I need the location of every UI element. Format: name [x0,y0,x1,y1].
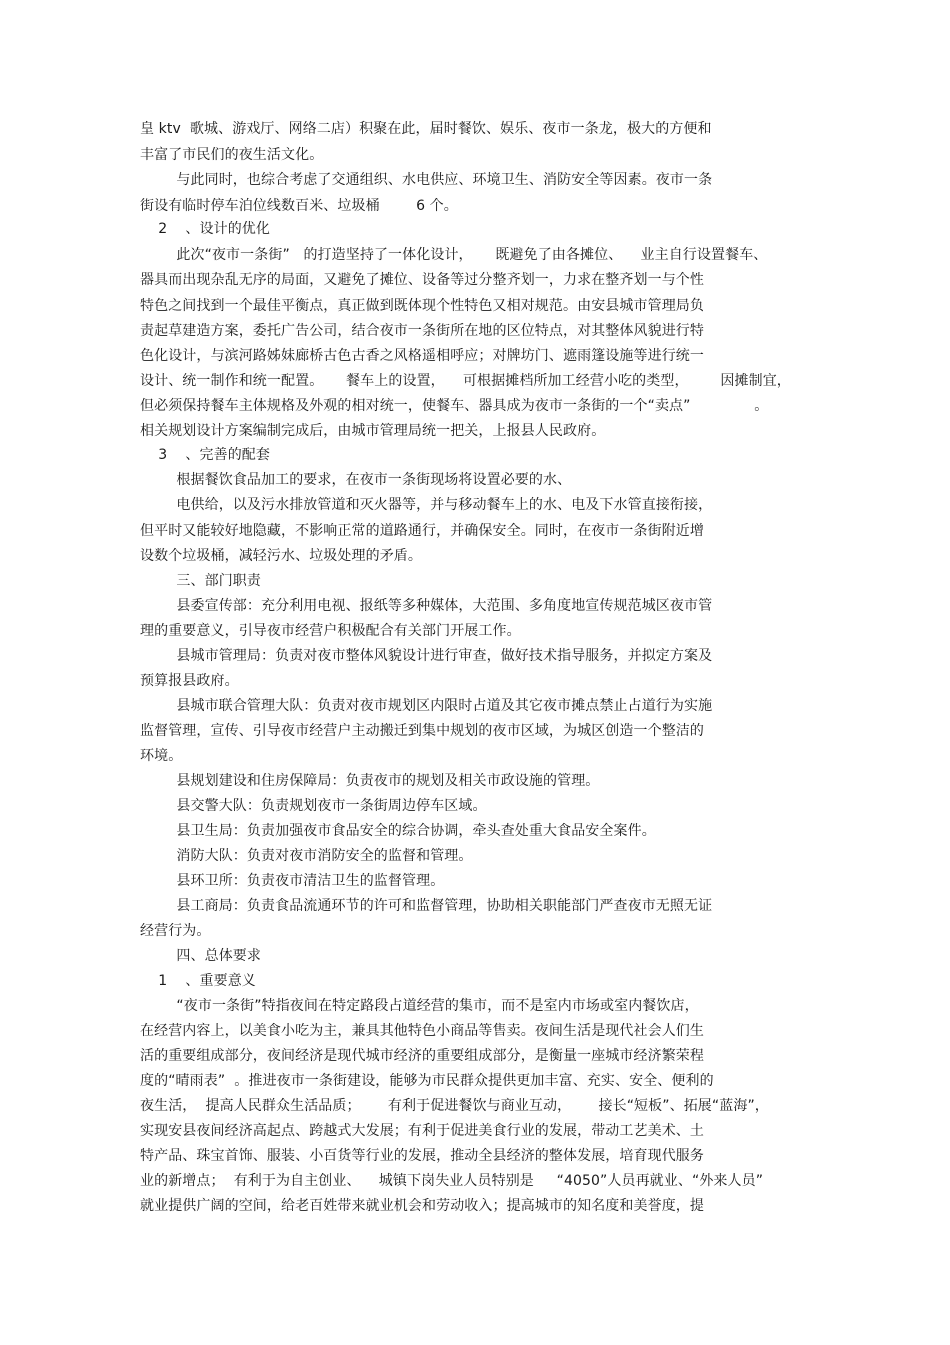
text-line: 环境。 [140,748,183,764]
text-line: 特色之间找到一个最佳平衡点，真正做到既体现个性特色又相对规范。由安县城市管理局负 [140,298,704,314]
text-line: 设数个垃圾桶，减轻污水、垃圾处理的矛盾。 [140,548,422,564]
text-line: 电供给，以及污水排放管道和灭火器等，并与移动餐车上的水、电及下水管直接衔接， [140,497,713,513]
text-line: 度的“晴雨表” 。推进夜市一条街建设，能够为市民群众提供更加丰富、充实、安全、便利的 [140,1073,714,1089]
text-line: 就业提供广阔的空间，给老百姓带来就业机会和劳动收入；提高城市的知名度和美誉度，提 [140,1198,704,1214]
text-line: 特产品、珠宝首饰、服装、小百货等行业的发展，推动全县经济的整体发展，培育现代服务 [140,1148,704,1164]
section-heading: 三、部门职责 [140,573,262,589]
text-line: 预算报县政府。 [140,673,239,689]
section-heading: 四、总体要求 [140,948,262,964]
text-line: 相关规划设计方案编制完成后，由城市管理局统一把关，上报县人民政府。 [140,423,606,439]
section-heading: 1 、重要意义 [140,973,256,989]
text-line: 县城市管理局：负责对夜市整体风貌设计进行审查，做好技术指导服务，并拟定方案及 [140,648,713,664]
text-line: 设计、统一制作和统一配置。 餐车上的设置， 可根据摊档所加工经营小吃的类型， 因摊制宜， [140,373,791,389]
text-line: 活的重要组成部分，夜间经济是现代城市经济的重要组成部分，是衡量一座城市经济繁荣程 [140,1048,704,1064]
text-line: 县规划建设和住房保障局：负责夜市的规划及相关市政设施的管理。 [140,773,600,789]
text-line: 消防大队：负责对夜市消防安全的监督和管理。 [140,848,473,864]
text-line: 责起草建造方案，委托广告公司，结合夜市一条街所在地的区位特点，对其整体风貌进行特 [140,323,704,339]
text-line: 丰富了市民们的夜生活文化。 [140,147,324,163]
text-line: 色化设计，与滨河路姊妹廊桥古色古香之风格遥相呼应；对牌坊门、遮雨篷设施等进行统一 [140,348,704,364]
section-heading: 2 、设计的优化 [140,221,271,237]
text-line: 但平时又能较好地隐藏，不影响正常的道路通行，并确保安全。同时，在夜市一条街附近增 [140,523,704,539]
text-line: 监督管理，宣传、引导夜市经营户主动搬迁到集中规划的夜市区域，为城区创造一个整洁的 [140,723,704,739]
text-line: 县交警大队：负责规划夜市一条街周边停车区域。 [140,798,487,814]
text-line: 县环卫所：负责夜市清洁卫生的监督管理。 [140,873,445,889]
text-line: 理的重要意义，引导夜市经营户积极配合有关部门开展工作。 [140,623,521,639]
text-line: 实现安县夜间经济高起点、跨越式大发展；有利于促进美食行业的发展，带动工艺美术、土 [140,1123,704,1139]
text-line: 器具而出现杂乱无序的局面，又避免了摊位、设备等过分整齐划一，力求在整齐划一与个性 [140,272,704,288]
text-line: 在经营内容上，以美食小吃为主，兼具其他特色小商品等售卖。夜间生活是现代社会人们生 [140,1023,704,1039]
text-line: 但必须保持餐车主体规格及外观的相对统一，使餐车、器具成为夜市一条街的一个“卖点” 。 [140,398,769,414]
text-line: 皇 ktv 歌城、游戏厅、网络二店）积聚在此，届时餐饮、娱乐、夜市一条龙，极大的方便和 [140,121,712,137]
text-line: 县城市联合管理大队：负责对夜市规划区内限时占道及其它夜市摊点禁止占道行为实施 [140,698,713,714]
text-line: 根据餐饮食品加工的要求，在夜市一条街现场将设置必要的水、 [140,472,572,488]
text-line: 夜生活， 提高人民群众生活品质； 有利于促进餐饮与商业互动， 接长“短板”、拓展“蓝海”， [140,1098,769,1114]
text-line: 此次“夜市一条街” 的打造坚持了一体化设计， 既避免了由各摊位、 业主自行设置餐车、 [140,247,768,263]
text-line: 与此同时，也综合考虑了交通组织、水电供应、环境卫生、消防安全等因素。夜市一条 [140,172,713,188]
text-line: 业的新增点； 有利于为自主创业、 城镇下岗失业人员特别是 “4050”人员再就业、“外来人员” [140,1173,764,1189]
text-line: 经营行为。 [140,923,211,939]
text-line: 街设有临时停车泊位线数百米、垃圾桶 6 个。 [140,198,458,214]
text-line: “夜市一条街”特指夜间在特定路段占道经营的集市，而不是室内市场或室内餐饮店， [140,998,699,1014]
text-line: 县工商局：负责食品流通环节的许可和监督管理，协助相关职能部门严查夜市无照无证 [140,898,713,914]
text-line: 县委宣传部：充分利用电视、报纸等多种媒体，大范围、多角度地宣传规范城区夜市管 [140,598,713,614]
text-line: 县卫生局：负责加强夜市食品安全的综合协调，牵头查处重大食品安全案件。 [140,823,656,839]
section-heading: 3 、完善的配套 [140,447,271,463]
